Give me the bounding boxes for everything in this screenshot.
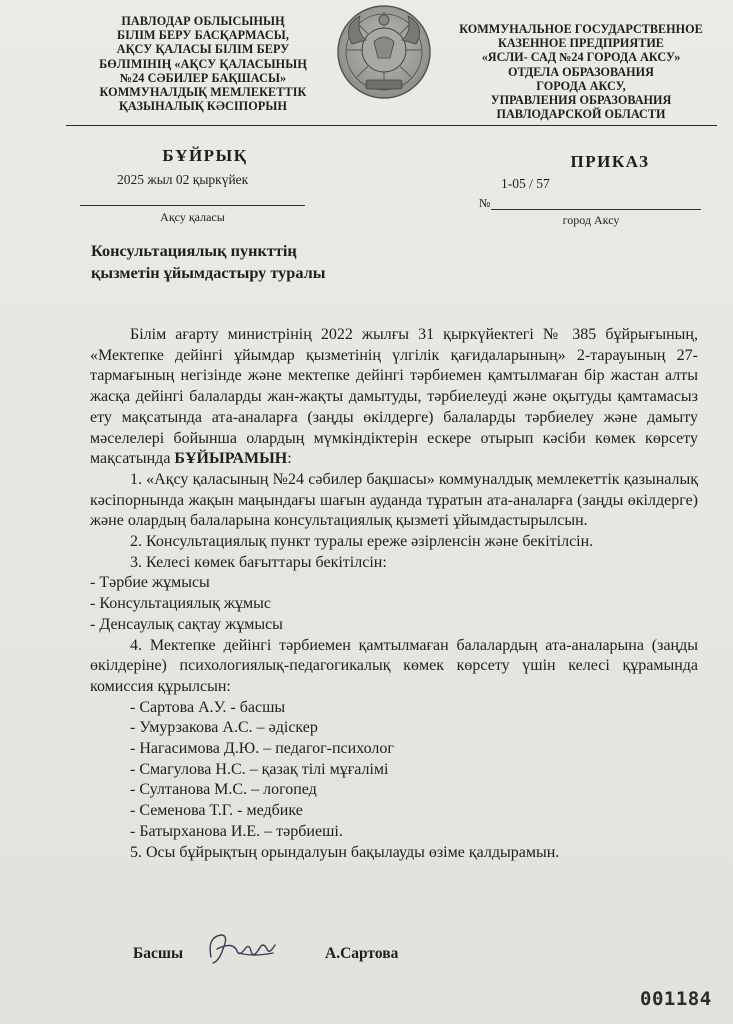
commission-member: - Умурзакова А.С. – әдіскер — [130, 719, 318, 737]
order-item-5: 5. Осы бұйрықтың орындалуын бақылауды өзіме қалдырамын. — [130, 843, 560, 861]
order-number: 1-05 / 57 — [501, 176, 550, 191]
signature-label: Басшы — [133, 945, 184, 962]
commission-member: - Смагулова Н.С. – қазақ тілі мұғалімі — [130, 760, 389, 778]
header-left-line: ҚАЗЫНАЛЫҚ КӘСІПОРЫН — [118, 99, 288, 114]
header-right-line: УПРАВЛЕНИЯ ОБРАЗОВАНИЯ — [490, 93, 672, 108]
header-right-line: «ЯСЛИ- САД №24 ГОРОДА АКСУ» — [481, 50, 681, 65]
commission-member: - Сартова А.У. - басшы — [130, 698, 286, 716]
state-emblem-icon — [330, 2, 438, 104]
header-divider — [66, 125, 717, 126]
subject-line: қызметін ұйымдастыру туралы — [91, 263, 326, 282]
header-right-line: ОТДЕЛА ОБРАЗОВАНИЯ — [508, 64, 654, 79]
order-item-2: 2. Консультациялық пункт туралы ереже әзірленсін және бекітілсін. — [130, 533, 594, 551]
order-item-4: 4. Мектепке дейінгі тәрбиемен қамтылмаған балалардың ата-аналарына (заңды өкілдеріне) психологиялық-педагогикалық көмек көрсету үшін келесі құрамында комиссия құрылсын: — [90, 636, 698, 695]
header-left-line: АҚСУ ҚАЛАСЫ БІЛІМ БЕРУ — [116, 42, 290, 57]
intro-text: Білім ағарту министрінің 2022 жылғы 31 қыркүйектегі № 385 бұйрығының, «Мектепке дейінгі ұйымдар қызметінің үлгілік қағидаларының» 2-тарауының 27-тармағының негізінде және мектепке дейінгі тәрбиемен қамтылмаған бір жастан алты жасқа дейінгі балаларды жан-жақты дамытуды, тәрбиелеуді және оқытуды қамтамасыз ету мақсатында ата-аналарға (заңды өкілдерге) балаларды тәрбиелеу және дамыту мәселелері бойынша олардың мүмкіндіктерін ескере отырып кәсіби көмек көрсету мақсатында — [90, 326, 698, 468]
commission-member: - Семенова Т.Г. - медбике — [130, 802, 303, 820]
header-left-line: №24 СӘБИЛЕР БАҚШАСЫ» — [119, 70, 287, 85]
commission-member: - Султанова М.С. – логопед — [130, 781, 317, 799]
intro-paragraph — [90, 325, 698, 470]
order-title-kz: БҰЙРЫҚ — [162, 146, 248, 165]
list-item: - Консультациялық жұмыс — [90, 595, 271, 613]
city-ru: город Аксу — [562, 213, 620, 227]
header-right-block — [452, 22, 710, 121]
header-left-line: КОММУНАЛДЫҚ МЕМЛЕКЕТТІК — [99, 85, 307, 100]
signatory-name: А.Сартова — [325, 945, 399, 962]
order-date: 2025 жыл 02 қыркүйек — [117, 172, 249, 187]
header-left-line: ПАВЛОДАР ОБЛЫСЫНЫҢ — [121, 14, 285, 28]
header-left-line: БІЛІМ БЕРУ БАСҚАРМАСЫ, — [117, 28, 289, 43]
order-item-1: 1. «Ақсу қаласының №24 сәбилер бақшасы» коммуналдық мемлекеттік қазыналық кәсіпорнында жақын маңындағы шағын ауданда тұратын ата-аналарға (заңды өкілдерге) және олардың балаларына консультациялық қызметі ұйымдастырылсын. — [90, 470, 698, 530]
header-left-line: БӨЛІМІНІҢ «АҚСУ ҚАЛАСЫНЫҢ — [99, 56, 307, 71]
date-underline — [80, 205, 305, 206]
header-right-line: КАЗЕННОЕ ПРЕДПРИЯТИЕ — [498, 36, 664, 51]
commission-member: - Батырханова И.Е. – тәрбиеші. — [130, 822, 343, 840]
list-item: - Тәрбие жұмысы — [90, 574, 210, 592]
order-word-punct: : — [287, 450, 292, 468]
header-right-line: ГОРОДА АКСУ, — [536, 78, 626, 93]
header-right-line: КОММУНАЛЬНОЕ ГОСУДАРСТВЕННОЕ — [459, 22, 703, 36]
order-subject — [91, 240, 411, 284]
order-word: БҰЙЫРАМЫН — [174, 450, 288, 468]
header-left-block — [92, 14, 314, 113]
handwritten-signature — [203, 927, 281, 971]
signature-row — [133, 945, 463, 969]
commission-member: - Нагасимова Д.Ю. – педагог-психолог — [130, 740, 394, 758]
subject-line: Консультациялық пункттің — [91, 241, 297, 260]
order-title-ru: ПРИКАЗ — [570, 152, 650, 171]
serial-number: 001184 — [640, 988, 712, 1010]
number-sign: № — [479, 196, 491, 210]
order-item-3: 3. Келесі көмек бағыттары бекітілсін: — [130, 553, 387, 571]
list-item: - Денсаулық сақтау жұмысы — [90, 615, 283, 633]
order-body — [90, 325, 698, 863]
city-kz: Ақсу қаласы — [160, 210, 225, 224]
number-underline — [491, 209, 701, 210]
header-right-line: ПАВЛОДАРСКОЙ ОБЛАСТИ — [496, 107, 666, 122]
